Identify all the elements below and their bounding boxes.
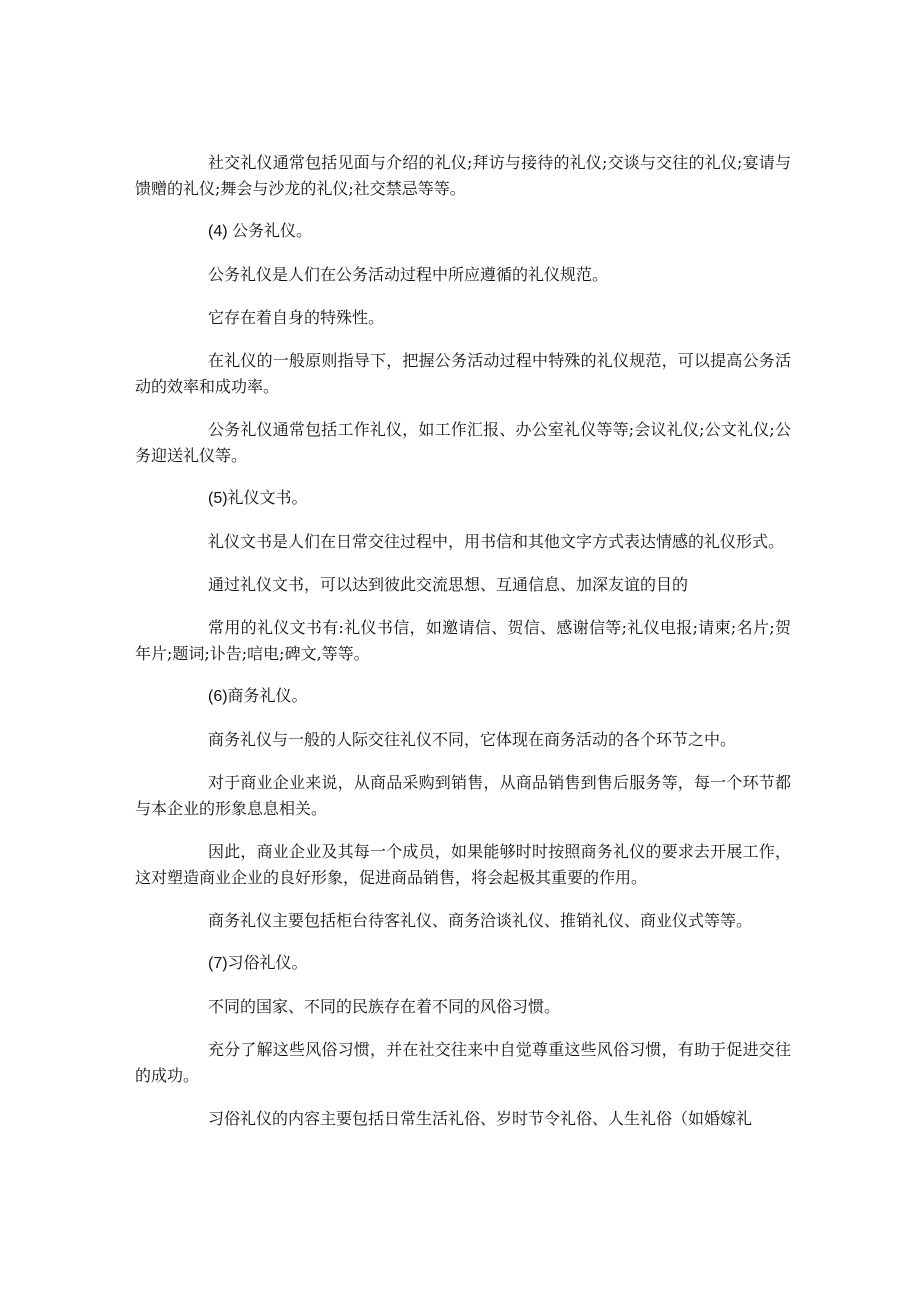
section-heading-custom-etiquette: (7)习俗礼仪。 <box>208 955 308 972</box>
paragraph-social-etiquette-scope: 社交礼仪通常包括见面与介绍的礼仪;拜访与接待的礼仪;交谈与交往的礼仪;宴请与馈赠的礼仪;舞会与沙龙的礼仪;社交禁忌等等。 <box>135 153 791 198</box>
paragraph-custom-respect: 充分了解这些风俗习惯，并在社交往来中自觉尊重这些风俗习惯，有助于促进交往的成功。 <box>135 1040 791 1085</box>
paragraph-official-particularity: 它存在着自身的特殊性。 <box>208 308 385 327</box>
paragraph-official-definition: 公务礼仪是人们在公务活动过程中所应遵循的礼仪规范。 <box>208 265 609 284</box>
section-heading-etiquette-documents: (5)礼仪文书。 <box>208 490 308 507</box>
paragraph-documents-types: 常用的礼仪文书有:礼仪书信，如邀请信、贺信、感谢信等;礼仪电报;请柬;名片;贺年片;题词;讣告;唁电;碑文,等等。 <box>135 618 791 663</box>
paragraph-official-scope: 公务礼仪通常包括工作礼仪，如工作汇报、办公室礼仪等等;会议礼仪;公文礼仪;公务迎送礼仪等。 <box>135 420 791 465</box>
paragraph-business-importance: 因此，商业企业及其每一个成员，如果能够时时按照商务礼仪的要求去开展工作，这对塑造商业企业的良好形象，促进商品销售，将会起极其重要的作用。 <box>135 842 791 887</box>
paragraph-official-efficiency: 在礼仪的一般原则指导下，把握公务活动过程中特殊的礼仪规范，可以提高公务活动的效率和成功率。 <box>135 351 791 396</box>
paragraph-business-definition: 商务礼仪与一般的人际交往礼仪不同，它体现在商务活动的各个环节之中。 <box>208 730 737 749</box>
paragraph-documents-purpose: 通过礼仪文书，可以达到彼此交流思想、互通信息、加深友谊的目的 <box>208 575 689 594</box>
paragraph-documents-definition: 礼仪文书是人们在日常交往过程中，用书信和其他文字方式表达情感的礼仪形式。 <box>208 532 785 551</box>
paragraph-business-scope: 商务礼仪主要包括柜台待客礼仪、商务洽谈礼仪、推销礼仪、商业仪式等等。 <box>208 911 753 930</box>
paragraph-business-image: 对于商业企业来说，从商品采购到销售，从商品销售到售后服务等，每一个环节都与本企业的形象息息相关。 <box>135 773 791 818</box>
paragraph-custom-differences: 不同的国家、不同的民族存在着不同的风俗习惯。 <box>208 997 561 1016</box>
document-body <box>135 150 791 1149</box>
paragraph-custom-scope: 习俗礼仪的内容主要包括日常生活礼俗、岁时节令礼俗、人生礼俗（如婚嫁礼 <box>208 1109 753 1128</box>
section-heading-official-etiquette: (4) 公务礼仪。 <box>208 223 313 240</box>
section-heading-business-etiquette: (6)商务礼仪。 <box>208 688 308 705</box>
